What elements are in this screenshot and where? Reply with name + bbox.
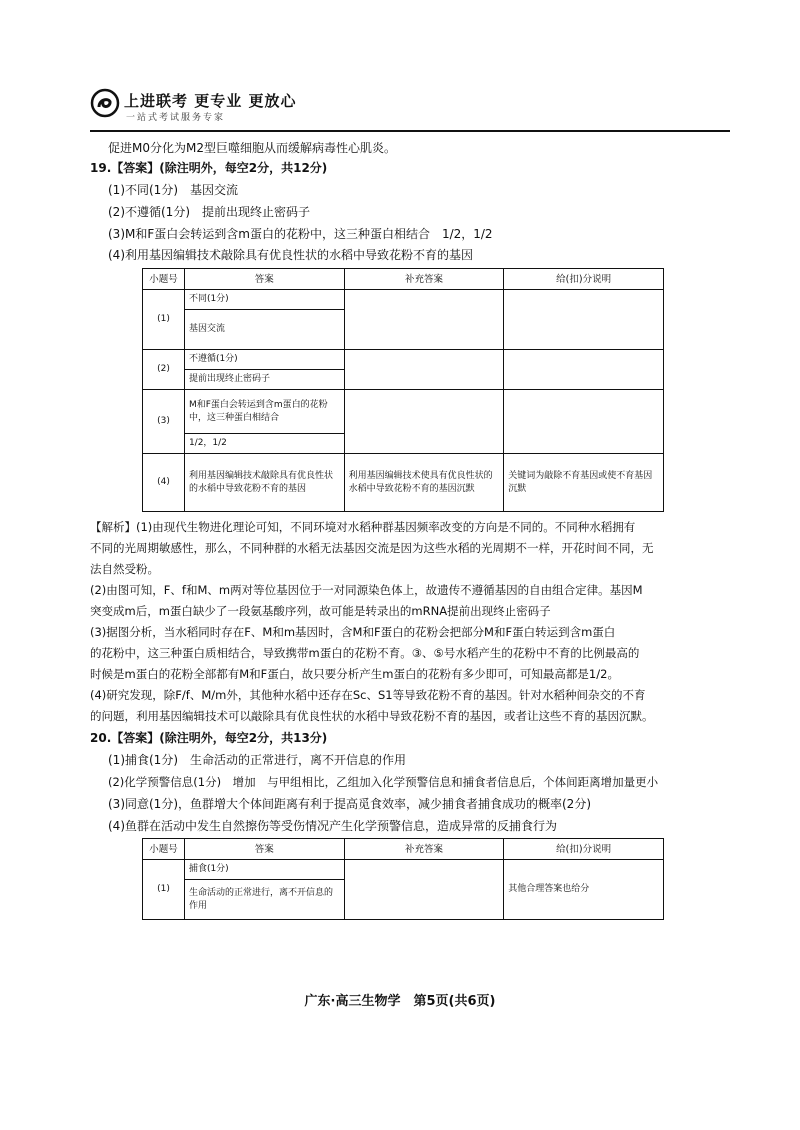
q20-scoring-table: [142, 838, 664, 920]
q19-answer-2: (2)不遵循(1分) 提前出现终止密码子: [108, 205, 310, 219]
answer-cell: 利用基因编辑技术敲除具有优良性状的水稻中导致花粉不育的基因: [184, 454, 344, 512]
note-cell: 其他合理答案也给分: [504, 860, 664, 920]
answer-cell: 1/2，1/2: [184, 434, 344, 454]
answer-cell: 捕食(1分): [184, 860, 344, 880]
intro-line: 促进M0分化为M2型巨噬细胞从而缓解病毒性心肌炎。: [108, 141, 396, 155]
analysis-line: 法自然受粉。: [90, 562, 159, 576]
table-header-row: [143, 269, 664, 290]
analysis-line: (4)研究发现，除F/f、M/m外，其他种水稻中还存在Sc、S1等导致花粉不育的基因。针对水稻种间杂交的不育: [90, 688, 646, 702]
col-header: 给(扣)分说明: [504, 269, 664, 290]
q19-answer-1: (1)不同(1分) 基因交流: [108, 183, 238, 197]
q19-answer-4: (4)利用基因编辑技术敲除具有优良性状的水稻中导致花粉不育的基因: [108, 248, 474, 262]
header-slogan: 上进联考 更专业 更放心: [124, 92, 297, 110]
col-header: 小题号: [143, 269, 185, 290]
brand-logo-icon: [90, 88, 120, 118]
analysis-line: 突变成m后，m蛋白缺少了一段氨基酸序列，故可能是转录出的mRNA提前出现终止密码子: [90, 604, 551, 618]
table-row: [143, 390, 664, 434]
note-cell: [504, 390, 664, 454]
page-footer: 广东·高三生物学 第5页(共6页): [304, 994, 496, 1009]
col-header: 答案: [184, 269, 344, 290]
col-header: 给(扣)分说明: [504, 839, 664, 860]
answer-cell: M和F蛋白会转运到含m蛋白的花粉中，这三种蛋白相结合: [184, 390, 344, 434]
note-cell: [504, 290, 664, 350]
table-row: [143, 860, 664, 880]
note-cell: [504, 350, 664, 390]
table-row: [143, 290, 664, 310]
header: [90, 86, 730, 130]
question-number: (4): [143, 454, 185, 512]
supplement-cell: [344, 290, 504, 350]
header-divider: [90, 130, 730, 132]
answer-cell: 提前出现终止密码子: [184, 370, 344, 390]
analysis-line: (2)由图可知，F、f和M、m两对等位基因位于一对同源染色体上，故遗传不遵循基因的自由组合定律。基因M: [90, 583, 643, 597]
question-number: (2): [143, 350, 185, 390]
answer-cell: 不遵循(1分): [184, 350, 344, 370]
q19-scoring-table: [142, 268, 664, 512]
q20-answer-4: (4)鱼群在活动中发生自然擦伤等受伤情况产生化学预警信息，造成异常的反捕食行为: [108, 819, 558, 833]
table-row: [143, 454, 664, 512]
question-number: (1): [143, 860, 185, 920]
col-header: 答案: [184, 839, 344, 860]
col-header: 小题号: [143, 839, 185, 860]
table-row: [143, 350, 664, 370]
analysis-line: 【解析】(1)由现代生物进化理论可知，不同环境对水稻种群基因频率改变的方向是不同的。不同种水稻拥有: [90, 520, 636, 534]
col-header: 补充答案: [344, 839, 504, 860]
analysis-line: 的花粉中，这三种蛋白质相结合，导致携带m蛋白的花粉不育。③、⑤号水稻产生的花粉中不育的比例最高的: [90, 646, 640, 660]
supplement-cell: [344, 390, 504, 454]
question-number: (1): [143, 290, 185, 350]
analysis-line: 不同的光周期敏感性，那么，不同种群的水稻无法基因交流是因为这些水稻的光周期不一样，开花时间不同，无: [90, 541, 654, 555]
analysis-line: 的问题，利用基因编辑技术可以敲除具有优良性状的水稻中导致花粉不育的基因，或者让这些不育的基因沉默。: [90, 709, 654, 723]
q19-title: 19.【答案】(除注明外，每空2分，共12分): [90, 161, 328, 175]
answer-cell: 不同(1分): [184, 290, 344, 310]
header-tagline: 一站式考试服务专家: [126, 113, 226, 123]
q20-title: 20.【答案】(除注明外，每空2分，共13分): [90, 731, 328, 745]
answer-cell: 生命活动的正常进行，离不开信息的作用: [184, 880, 344, 920]
col-header: 补充答案: [344, 269, 504, 290]
q20-answer-1: (1)捕食(1分) 生命活动的正常进行，离不开信息的作用: [108, 753, 406, 767]
analysis-line: 时候是m蛋白的花粉全部都有M和F蛋白，故只要分析产生m蛋白的花粉有多少即可，可知最高都是1/2。: [90, 667, 619, 681]
supplement-cell: 利用基因编辑技术使具有优良性状的水稻中导致花粉不育的基因沉默: [344, 454, 504, 512]
question-number: (3): [143, 390, 185, 454]
answer-cell: 基因交流: [184, 310, 344, 350]
supplement-cell: [344, 860, 504, 920]
table-header-row: [143, 839, 664, 860]
q20-answer-3: (3)同意(1分)，鱼群增大个体间距离有利于提高觅食效率，减少捕食者捕食成功的概率(2分): [108, 797, 591, 811]
note-cell: 关键词为敲除不育基因或使不育基因沉默: [504, 454, 664, 512]
q20-answer-2: (2)化学预警信息(1分) 增加 与甲组相比，乙组加入化学预警信息和捕食者信息后，个体间距离增加量更小: [108, 775, 659, 789]
q19-answer-3: (3)M和F蛋白会转运到含m蛋白的花粉中，这三种蛋白相结合 1/2，1/2: [108, 227, 493, 241]
analysis-line: (3)据图分析，当水稻同时存在F、M和m基因时，含M和F蛋白的花粉会把部分M和F蛋白转运到含m蛋白: [90, 625, 616, 639]
supplement-cell: [344, 350, 504, 390]
